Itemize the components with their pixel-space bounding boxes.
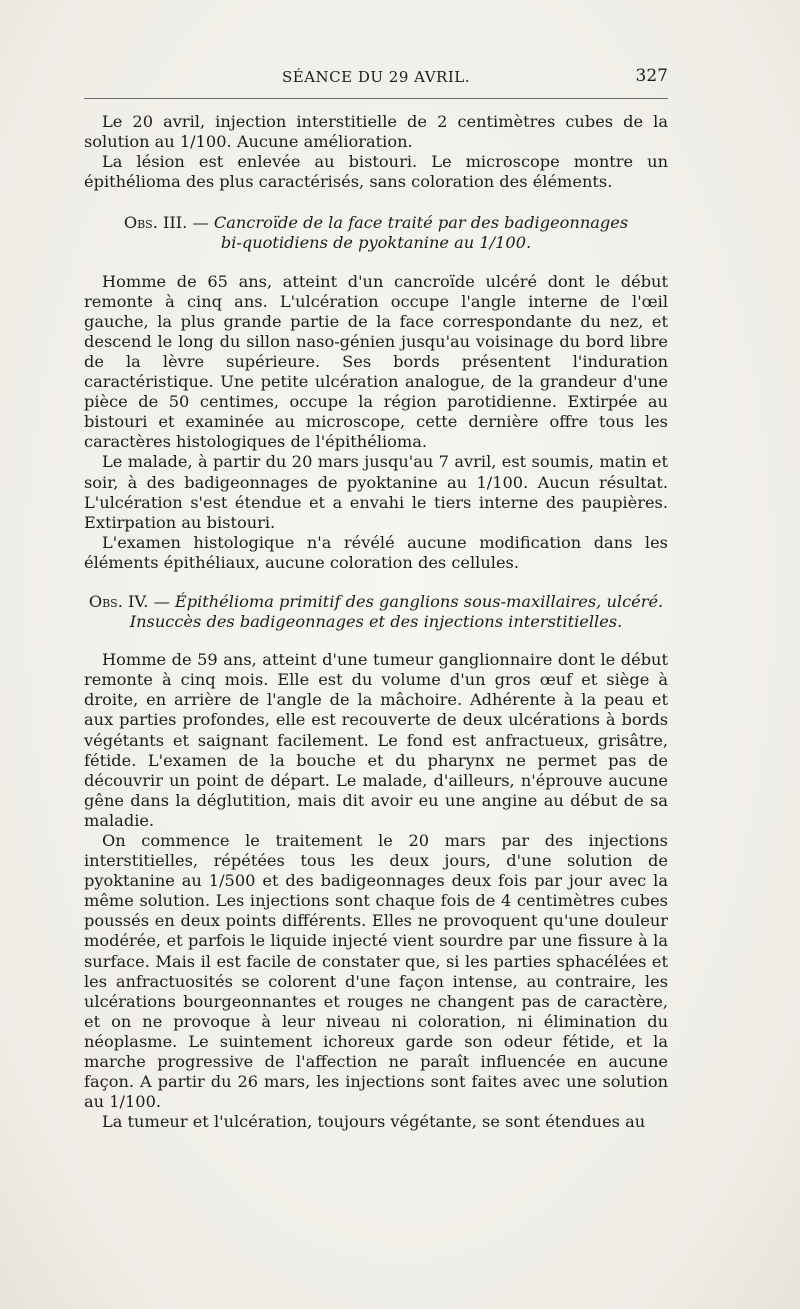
page-number: 327	[635, 66, 668, 86]
obs3-heading	[84, 213, 668, 253]
obs4-title-line1: — Épithélioma primitif des ganglions sous-maxillaires, ulcéré.	[153, 591, 664, 611]
obs4-heading-line1	[84, 592, 668, 612]
running-head: SÉANCE DU 29 AVRIL.	[281, 68, 471, 86]
paragraph: Homme de 59 ans, atteint d'une tumeur ganglionnaire dont le début remonte à cinq mois. Elle est du volume d'un gros œuf et siège à droite, en arrière de l'angle de la mâchoire. Adhérente à la peau et aux parties profondes, elle est recouverte de deux ulcérations à bords végétants et saignant facilement. Le fond est anfractueux, grisâtre, fétide. L'examen de la bouche et du pharynx ne permet pas de découvrir un point de départ. Le malade, d'ailleurs, n'éprouve aucune gêne dans la déglutition, mais dit avoir eu une angine au début de sa maladie.	[84, 650, 668, 830]
paragraph: L'examen histologique n'a révélé aucune modification dans les éléments épithéliaux, aucune coloration des cellules.	[84, 532, 668, 572]
obs4-heading	[84, 592, 668, 632]
obs3-label: Obs. III.	[123, 213, 188, 233]
page-header	[84, 62, 668, 90]
paragraph: Le 20 avril, injection interstitielle de 2 centimètres cubes de la solution au 1/100. Aucune amélioration.	[84, 112, 668, 152]
obs4-label: Obs. IV.	[88, 591, 149, 611]
paragraph: Le malade, à partir du 20 mars jusqu'au 7 avril, est soumis, matin et soir, à des badigeonnages de pyoktanine au 1/100. Aucun résultat. L'ulcération s'est étendue et a envahi le tiers interne des paupières. Extirpation au bistouri.	[84, 452, 668, 532]
paragraph: On commence le traitement le 20 mars par des injections interstitielles, répétées tous les deux jours, d'une solution de pyoktanine au 1/500 et des badigeonnages deux fois par jour avec la même solution. Les injections sont chaque fois de 4 centimètres cubes poussés en deux points différents. Elles ne provoquent qu'une douleur modérée, et parfois le liquide injecté vient sourdre par une fissure à la surface. Mais il est facile de constater que, si les parties sphacélées et les anfractuosités se colorent d'une façon intense, au contraire, les ulcérations bourgeonnantes et rouges ne changent pas de caractère, et on ne provoque à leur niveau ni coloration, ni élimination du néoplasme. Le suintement ichoreux garde son odeur fétide, et la marche progressive de l'affection ne paraît influencée en aucune façon. A partir du 26 mars, les injections sont faites avec une solution au 1/100.	[84, 831, 668, 1112]
obs3-heading-line1	[84, 213, 668, 233]
paragraph: La lésion est enlevée au bistouri. Le microscope montre un épithélioma des plus caractérisés, sans coloration des éléments.	[84, 152, 668, 192]
spacer	[84, 632, 668, 650]
spacer	[84, 573, 668, 592]
paragraph: La tumeur et l'ulcération, toujours végétante, se sont étendues au	[102, 1112, 646, 1132]
header-rule	[84, 98, 668, 99]
spacer	[84, 192, 668, 213]
obs4-title-line2: Insuccès des badigeonnages et des injections interstitielles.	[129, 612, 623, 632]
obs3-title-line1: — Cancroïde de la face traité par des badigeonnages	[192, 213, 629, 233]
obs3-title-line2: bi-quotidiens de pyoktanine au 1/100.	[220, 233, 532, 253]
spacer	[84, 254, 668, 272]
paragraph: Homme de 65 ans, atteint d'un cancroïde ulcéré dont le début remonte à cinq ans. L'ulcération occupe l'angle interne de l'œil gauche, la plus grande partie de la face correspondante du nez, et descend le long du sillon naso-génien jusqu'au voisinage du bord libre de la lèvre supérieure. Ses bords présentent l'induration caractéristique. Une petite ulcération analogue, de la grandeur d'une pièce de 50 centimes, occupe la région parotidienne. Extirpée au bistouri et examinée au microscope, cette dernière offre tous les caractères histologiques de l'épithélioma.	[84, 271, 668, 452]
body-text	[84, 112, 668, 1132]
